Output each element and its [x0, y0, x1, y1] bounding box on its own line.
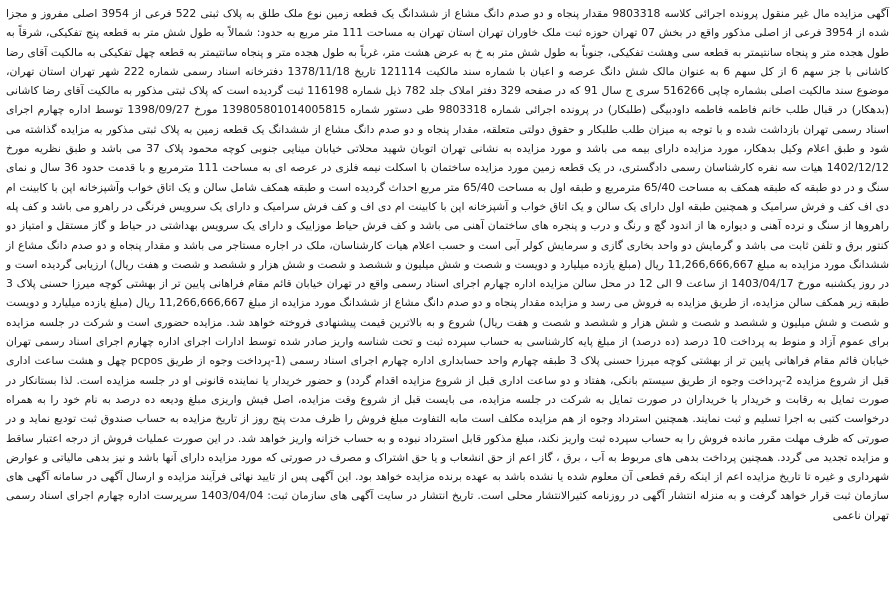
notice-body: آگهی مزایده مال غیر منقول پرونده اجرائی کلاسه 9803318 مقدار پنجاه و دو صدم دانگ مشاع از ششدانگ یک قطعه زمین نوع ملک طلق به پلاک ثبتی 522 فرعی از 3954 اصلی مفروز و مجزا شده از 3954 فرعی از اصلی مذکور واقع در بخش 07 تهران حوزه ثبت ملک خاوران تهران استان تهران به مساحت 111 متر مربع به حدود: شمالاً به طول شش متر به قطعه پنج تفکیکی، شرقاً به طول هجده متر و پنجاه سانتیمتر به قطعه سی وهشت تفکیکی، جنوباً به طول شش متر به خ به عرض هشت متر، غرباً به طول هجده متر و پنجاه سانتیمتر به قطعه چهل تفکیکی به مالکیت آقای رضا کاشانی با جز سهم 6 از کل سهم 6 به عنوان مالک شش دانگ عرصه و اعیان با شماره سند مالکیت 121114 تاریخ 1378/11/18 دفترخانه اسناد رسمی شماره 222 شهر تهران استان تهران، موضوع سند مالکیت اصلی بشماره چاپی 516266 سری ج سال 91 که در صفحه 329 دفتر املاک جلد 782 ذیل شماره 116198 ثبت گردیده است که پلاک ثبتی مذکور به مالکیت آقای رضا کاشانی (بدهکار) در قبال طلب خانم فاطمه فاطمه داودبیگی (طلبکار) در پرونده اجرائی شماره 9803318 طی دستور شماره 13980580101400581​5 مورخ 1398/09/27 توسط اداره چهارم اجرای اسناد رسمی تهران بازداشت شده و با توجه به میزان طلب طلبکار و حقوق دولتی متعلقه، مقدار پنجاه و دو صدم دانگ مشاع از ششدانگ یک قطعه زمین به پلاک ثبتی مذکور به مزایده گذاشته می شود و طبق اعلام وکیل بدهکار، مورد مزایده دارای بیمه می باشد و مورد مزایده به نشانی تهران اتوبان شهید محلاتی خیابان مینایی جنوبی کوچه محمود پلاک 37 می باشد و طبق نظریه مورخ 1402/12/12 هیات سه نفره کارشناسان رسمی دادگستری، در یک قطعه زمین مورد مزایده ساختمان با اسکلت نیمه فلزی در عرصه ای به مساحت 111 مترمربع و با قدمت حدود 36 سال و نمای سنگ و در دو طبقه که طبقه همکف به مساحت 65/40 مترمربع و طبقه اول به مساحت 65/40 متر مربع احداث گردیده است و طبقه همکف شامل سالن و یک اتاق خواب وآشپزخانه اپن با کابینت ام دی اف کف و فرش سرامیک و همچنین طبقه اول دارای یک سالن و یک اتاق خواب و آشپزخانه اپن با کابینت ام دی اف و کف فرش سرامیک و دارای یک سرویس فرنگی در راهرو می باشد و کف پله راهروها از سنگ و نرده آهنی و دیواره ها از اندود گچ و رنگ و درب و پنجره های ساختمان آهنی می باشد و کف فرش حیاط موزاییک و دارای یک سرویس بهداشتی در حیاط و گاز مستقل و امتیاز دو کنتور برق و تلفن ثابت می باشد و گرمایش دو واحد بخاری گازی و سرمایش کولر آبی است و حسب اعلام هیات کارشناسان، ملک در اجاره مستاجر می باشد و مقدار پنجاه و دو صدم دانگ مشاع از ششدانگ مورد مزایده به مبلغ 11,266,666,667 ریال (مبلغ یازده میلیارد و دویست و شصت و شش میلیون و ششصد و شصت و شش هزار و ششصد و شصت و هفت ریال) ارزیابی گردیده است و در روز یکشنبه مورخ 1403/04/17 از ساعت 9 الی 12 در محل سالن مزایده اداره چهارم اجرای اسناد رسمی واقع در تهران خیابان قائم مقام فراهانی پایین تر از بهشتی کوچه میرزا حسنی پلاک 3 طبقه زیر همکف سالن مزایده، از طریق مزایده به فروش می رسد و مزایده مقدار پنجاه و دو صدم دانگ مشاع از ششدانگ مورد مزایده از مبلغ 11,266,666,667 ریال (مبلغ یازده میلیارد و دویست و شصت و شش میلیون و ششصد و شصت و شش هزار و ششصد و شصت و هفت ریال) شروع و به بالاترین قیمت پیشنهادی فروخته خواهد شد. مزایده حضوری است و شرکت در جلسه مزایده برای عموم آزاد و منوط به پرداخت 10 درصد (ده درصد) از مبلغ پایه کارشناسی به حساب سپرده ثبت و تحت شناسه واریز صادر شده توسط ادارات اجرای اداره چهارم اجرای اسناد رسمی تهران خیابان قائم مقام فراهانی پایین تر از بهشتی کوچه میرزا حسنی پلاک 3 طبقه چهارم واحد حسابداری اداره چهارم اجرای اسناد رسمی (1-پرداخت وجوه از طریق pcpos چهل و هشت ساعت اداری قبل از شروع مزایده 2-پرداخت وجوه از طریق سیستم بانکی، هفتاد و دو ساعت اداری قبل از شروع مزایده اقدام گردد) و حضور خریدار یا نماینده قانونی او در جلسه مزایده است. لذا بستانکار در صورت تمایل به رقابت و خریدار یا خریداران در صورت تمایل به شرکت در جلسه مزایده، می بایست قبل از شروع وقت مزایده، اصل فیش واریزی مبلغ ودیعه ده درصد به نام خود را به همراه درخواست کتبی به اجرا تسلیم و ثبت نمایند. همچنین استرداد وجوه از هم مزایده مکلف است مابه التفاوت مبلغ فروش را ظرف مدت پنج روز از تاریخ مزایده به حساب صندوق ثبت تودیع نماید و در صورتی که ظرف مهلت مقرر مانده فروش را به حساب سپرده ثبت واریز نکند، مبلغ مذکور قابل استرداد نبوده و به حساب خزانه واریز خواهد شد. در این صورت عملیات فروش از درجه اعتبار ساقط و مزایده تجدید می گردد. همچنین پرداخت بدهی های مربوط به آب ، برق ، گاز اعم از حق انشعاب و یا حق اشتراک و مصرف در صورتی که مورد مزایده دارای آنها باشد و نیز بدهی مالیاتی و عوارض شهرداری و غیره تا تاریخ مزایده اعم از اینکه رقم قطعی آن معلوم شده یا نشده باشد به عهده برنده مزایده خواهد بود. این آگهی پس از تایید نهائی فرآیند مزایده و ارسال آگهی در سامانه آگهی های سازمان ثبت قرار خواهد گرفت و به منزله انتشار آگهی در روزنامه کثیرالانتشار محلی است. تاریخ انتشار در سایت آگهی های سازمان ثبت: 1403/04/04 سرپرست اداره چهارم اجرای اسناد رسمی تهران ناعمی — [6, 7, 890, 522]
